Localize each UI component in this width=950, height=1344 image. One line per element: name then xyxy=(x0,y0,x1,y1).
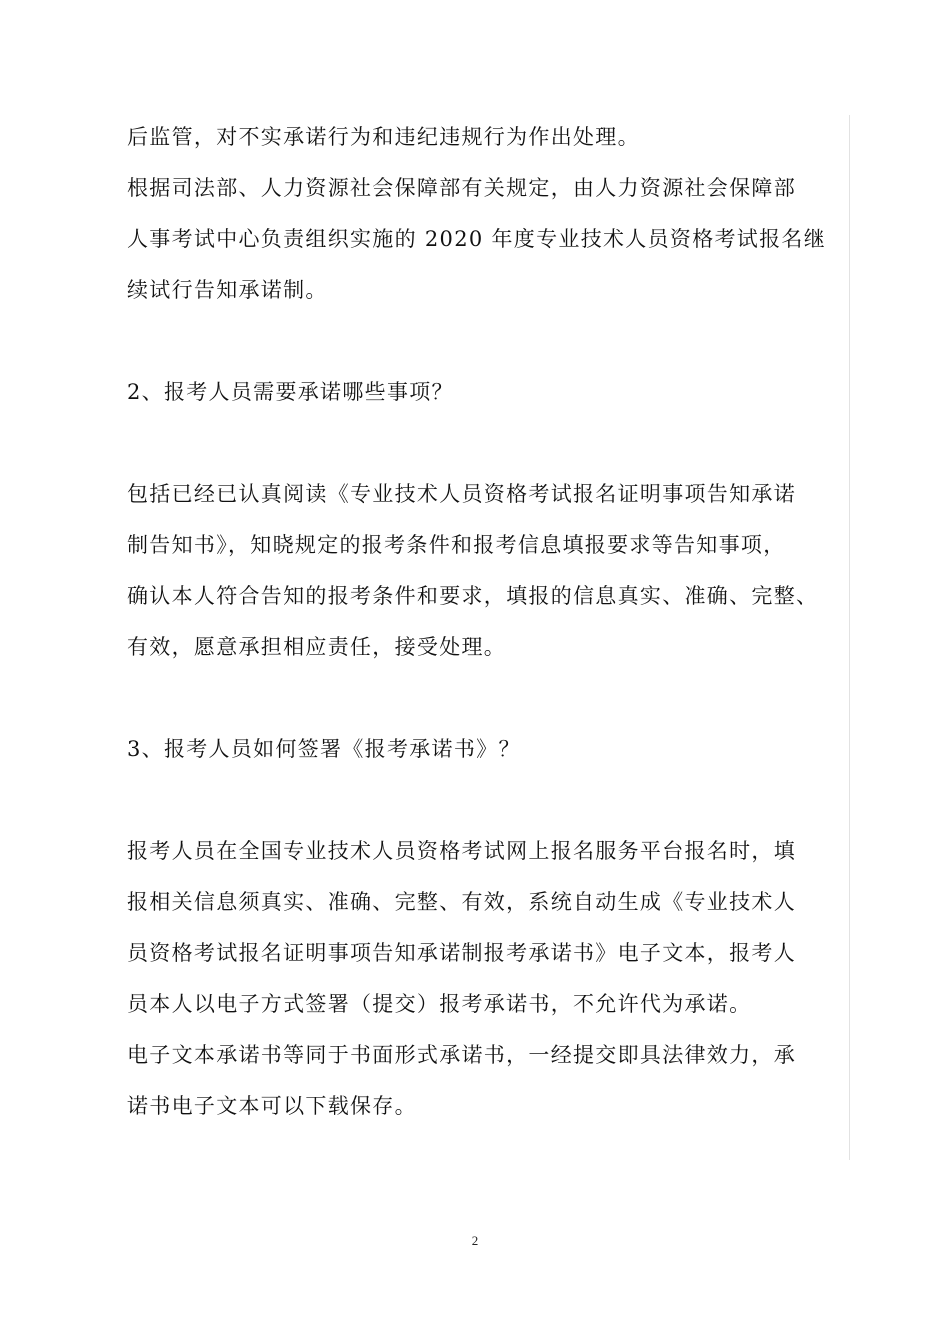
text-line: 根据司法部、人力资源社会保障部有关规定，由人力资源社会保障部 xyxy=(127,176,796,200)
text-line: 报相关信息须真实、准确、完整、有效，系统自动生成《专业技术人 xyxy=(127,890,796,914)
text-line: 人事考试中心负责组织实施的 2020 年度专业技术人员资格考试报名继 xyxy=(127,227,826,251)
paragraph-gap xyxy=(127,418,849,469)
text-line: 有效，愿意承担相应责任，接受处理。 xyxy=(127,635,507,659)
text-line: 电子文本承诺书等同于书面形式承诺书，一经提交即具法律效力，承 xyxy=(127,1043,796,1067)
margin-rule xyxy=(849,115,850,1160)
page-number: 2 xyxy=(471,1233,479,1248)
text-line: 确认本人符合告知的报考条件和要求，填报的信息真实、准确、完整、 xyxy=(127,584,819,608)
document-body xyxy=(127,112,849,1132)
paragraph-gap xyxy=(127,673,849,724)
text-line: 员本人以电子方式签署（提交）报考承诺书，不允许代为承诺。 xyxy=(127,992,752,1016)
text-line: 员资格考试报名证明事项告知承诺制报考承诺书》电子文本，报考人 xyxy=(127,941,796,965)
text-line: 后监管，对不实承诺行为和违纪违规行为作出处理。 xyxy=(127,125,640,149)
text-line: 制告知书》，知晓规定的报考条件和报考信息填报要求等告知事项， xyxy=(127,533,786,557)
text-line: 包括已经已认真阅读《专业技术人员资格考试报名证明事项告知承诺 xyxy=(127,482,796,506)
text-line: 报考人员在全国专业技术人员资格考试网上报名服务平台报名时，填 xyxy=(127,839,796,863)
paragraph-gap xyxy=(127,775,849,826)
paragraph-gap xyxy=(127,316,849,367)
text-line: 诺书电子文本可以下载保存。 xyxy=(127,1094,417,1118)
section-heading-3: 3、报考人员如何签署《报考承诺书》？ xyxy=(127,737,521,761)
text-line: 续试行告知承诺制。 xyxy=(127,278,328,302)
section-heading-2: 2、报考人员需要承诺哪些事项？ xyxy=(127,380,454,404)
